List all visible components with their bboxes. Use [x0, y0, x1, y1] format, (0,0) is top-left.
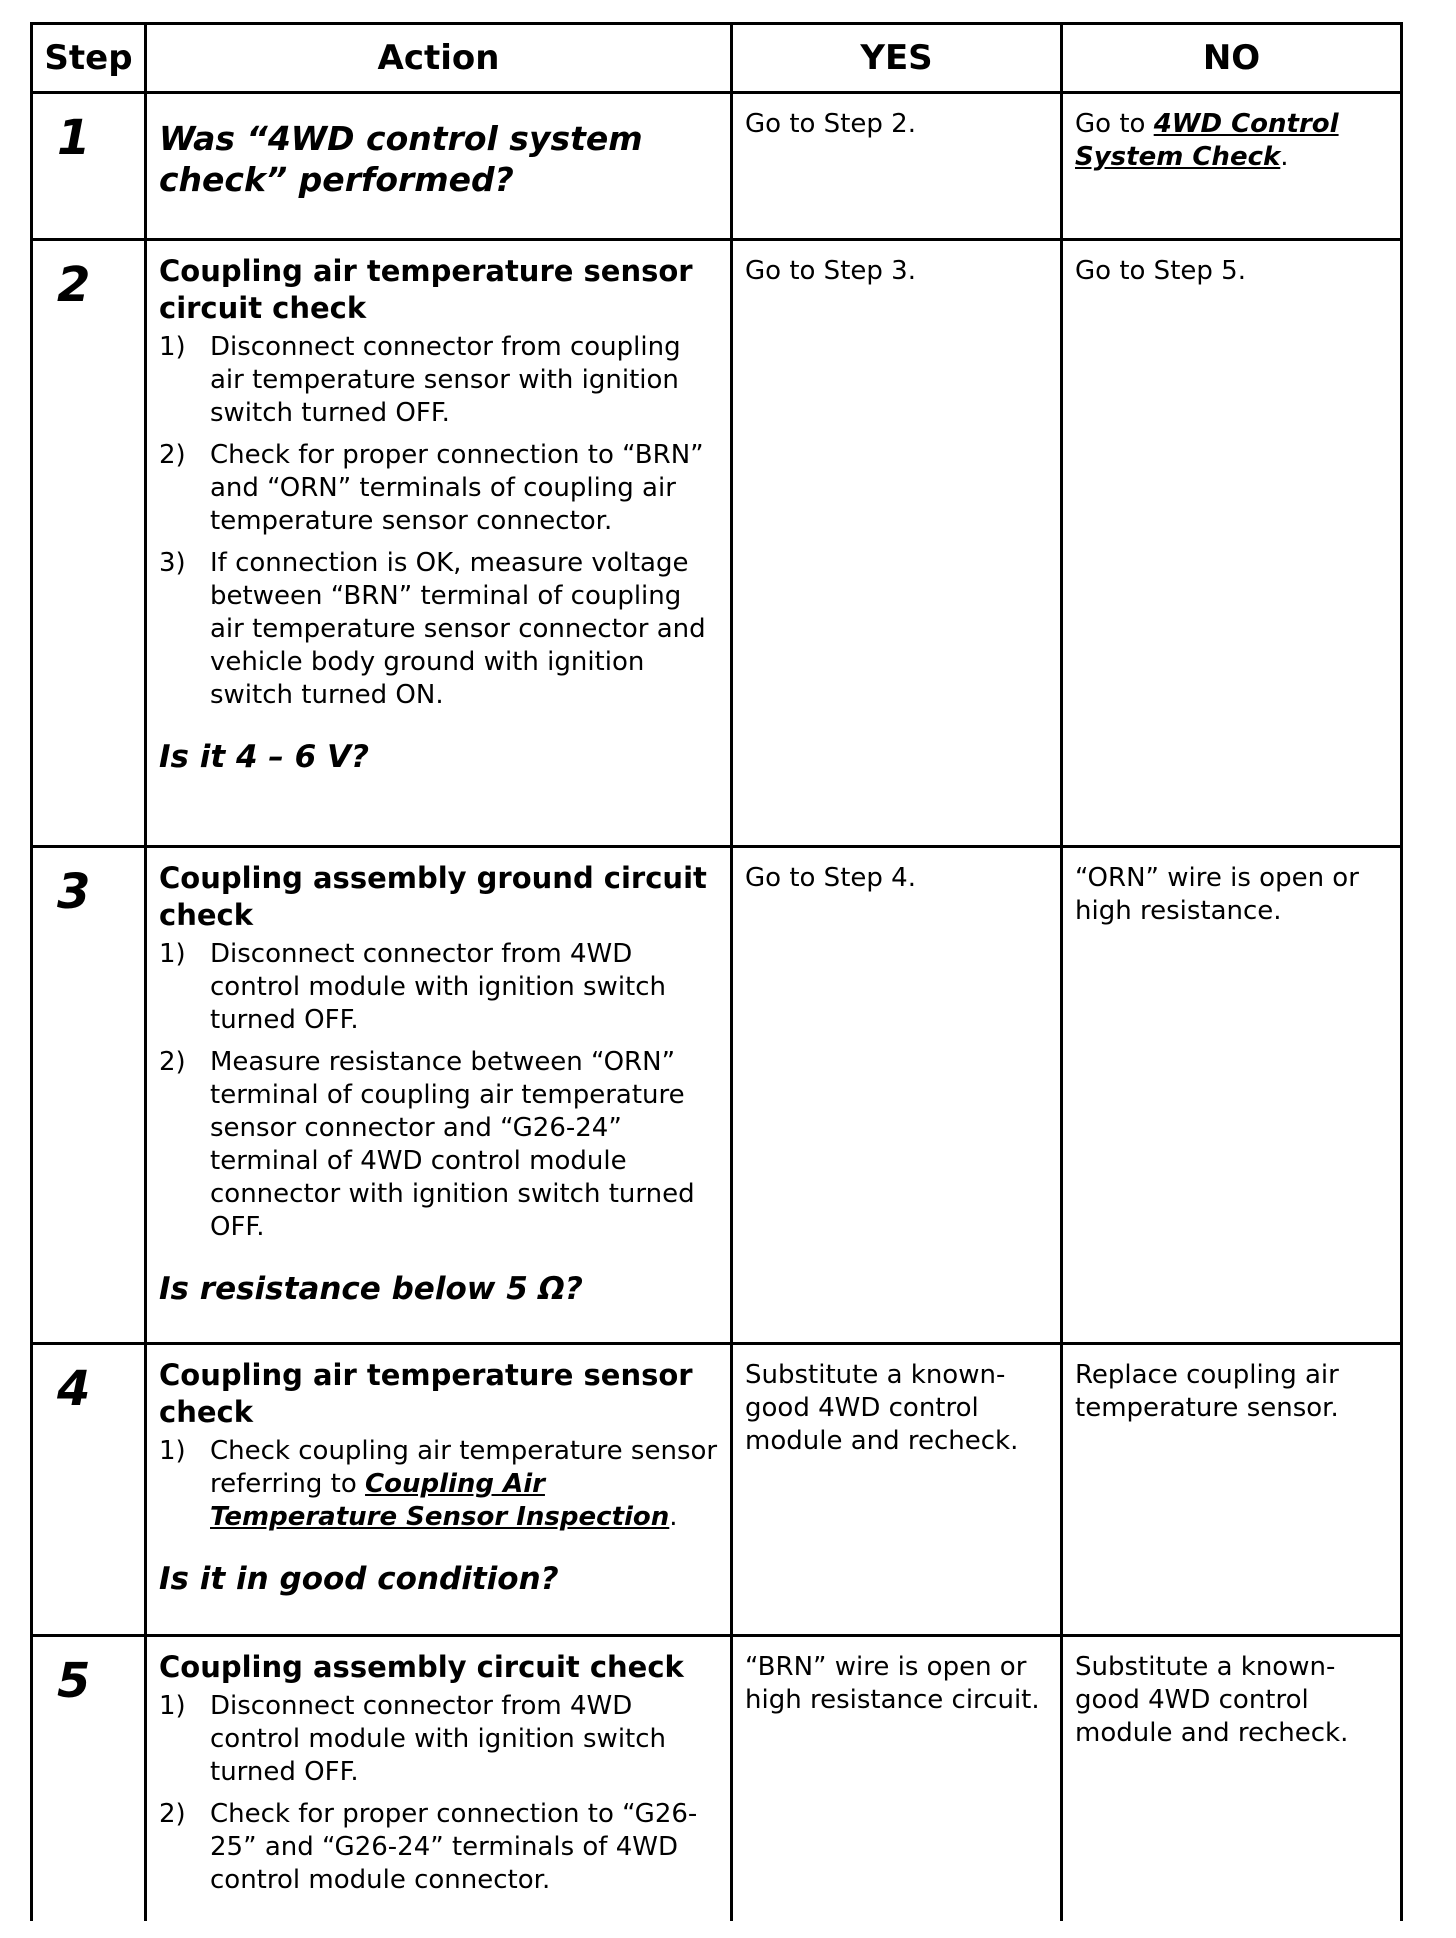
table-row	[32, 1636, 1402, 1922]
step-cell	[32, 847, 146, 1344]
step-number: 5	[57, 1653, 91, 1709]
action-cell	[146, 93, 732, 240]
step-cell	[32, 1636, 146, 1922]
item-number: 2)	[159, 1799, 186, 1829]
item-text-suffix: .	[669, 1502, 678, 1532]
action-title: Was “4WD control system check” performed?	[159, 119, 643, 199]
action-steps	[159, 331, 718, 712]
item-text: If connection is OK, measure voltage between “BRN” terminal of coupling air temperature sensor connector and vehicle body ground with ignition switch turned ON.	[210, 548, 706, 710]
action-question: Is resistance below 5 Ω?	[159, 1271, 583, 1307]
no-cell	[1062, 93, 1402, 240]
action-question: Is it 4 – 6 V?	[159, 739, 370, 775]
action-title: Coupling assembly ground circuit check	[159, 861, 707, 932]
item-number: 1)	[159, 1691, 186, 1721]
yes-cell: Substitute a known-good 4WD control module and recheck.	[732, 1344, 1062, 1636]
header-no: NO	[1062, 24, 1402, 93]
step-number: 3	[57, 864, 91, 920]
no-suffix: .	[1280, 142, 1289, 172]
item-number: 2)	[159, 1047, 186, 1077]
action-cell	[146, 1344, 732, 1636]
table-row	[32, 93, 1402, 240]
link-coupling-air-temperature-sensor-inspection[interactable]: Coupling Air Temperature Sensor Inspection	[210, 1469, 670, 1532]
action-cell	[146, 240, 732, 847]
header-yes: YES	[732, 24, 1062, 93]
header-step: Step	[32, 24, 146, 93]
item-text: Disconnect connector from 4WD control module with ignition switch turned OFF.	[210, 1691, 667, 1787]
link-4wd-control-system-check[interactable]: 4WD Control System Check	[1075, 109, 1339, 172]
item-text: Disconnect connector from 4WD control module with ignition switch turned OFF.	[210, 939, 667, 1035]
no-cell: Go to Step 5.	[1062, 240, 1402, 847]
yes-cell: Go to Step 2.	[732, 93, 1062, 240]
item-number: 1)	[159, 1436, 186, 1466]
action-question: Is it in good condition?	[159, 1561, 559, 1597]
list-item	[159, 1690, 718, 1789]
list-item	[159, 439, 718, 538]
list-item	[159, 547, 718, 712]
yes-cell: Go to Step 3.	[732, 240, 1062, 847]
yes-cell: Go to Step 4.	[732, 847, 1062, 1344]
list-item	[159, 1435, 718, 1534]
table-row	[32, 240, 1402, 847]
action-title: Coupling air temperature sensor check	[159, 1358, 693, 1429]
item-text: Check for proper connection to “BRN” and “ORN” terminals of coupling air temperature sensor connector.	[210, 440, 704, 536]
table-row	[32, 847, 1402, 1344]
item-number: 3)	[159, 548, 186, 578]
list-item	[159, 938, 718, 1037]
no-prefix: Go to	[1075, 109, 1154, 139]
list-item	[159, 331, 718, 430]
action-cell	[146, 1636, 732, 1922]
item-text: Check coupling air temperature sensor referring to	[210, 1436, 718, 1499]
item-number: 1)	[159, 332, 186, 362]
step-number: 4	[57, 1361, 91, 1417]
table-header-row	[32, 24, 1402, 93]
step-cell	[32, 240, 146, 847]
action-steps	[159, 1690, 718, 1897]
step-cell	[32, 93, 146, 240]
no-cell: “ORN” wire is open or high resistance.	[1062, 847, 1402, 1344]
list-item	[159, 1798, 718, 1897]
no-cell: Replace coupling air temperature sensor.	[1062, 1344, 1402, 1636]
step-number: 1	[57, 110, 91, 166]
action-title: Coupling assembly circuit check	[159, 1650, 684, 1684]
action-steps	[159, 1435, 718, 1534]
no-cell: Substitute a known-good 4WD control module and recheck.	[1062, 1636, 1402, 1922]
table-row	[32, 1344, 1402, 1636]
item-number: 1)	[159, 939, 186, 969]
yes-cell: “BRN” wire is open or high resistance circuit.	[732, 1636, 1062, 1922]
header-action: Action	[146, 24, 732, 93]
item-text: Check for proper connection to “G26-25” and “G26-24” terminals of 4WD control module connector.	[210, 1799, 698, 1895]
item-number: 2)	[159, 440, 186, 470]
step-number: 2	[57, 257, 91, 313]
action-title: Coupling air temperature sensor circuit check	[159, 254, 693, 325]
item-text: Measure resistance between “ORN” terminal of coupling air temperature sensor connector and “G26-24” terminal of 4WD control module connector with ignition switch turned OFF.	[210, 1047, 695, 1242]
action-cell	[146, 847, 732, 1344]
item-text: Disconnect connector from coupling air temperature sensor with ignition switch turned OFF.	[210, 332, 681, 428]
troubleshooting-table	[30, 22, 1403, 1921]
step-cell	[32, 1344, 146, 1636]
list-item	[159, 1046, 718, 1244]
action-steps	[159, 938, 718, 1244]
